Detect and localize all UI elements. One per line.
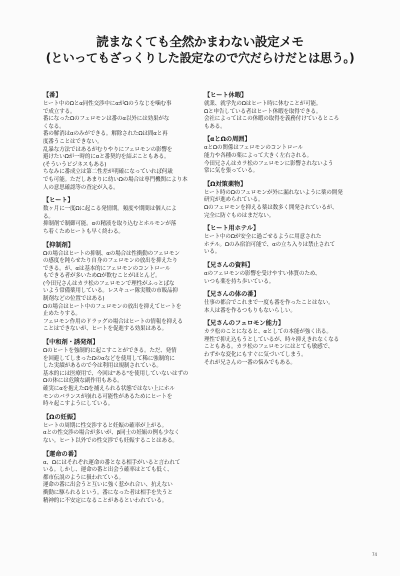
section-body: α、Ωにはそれぞれ運命の番となる相手がいると言われて いる。しかし、運命の番と出会う確率はとても低く、 都市伝説のように扱われている。 運命の番に出会うと互いに強く惹かれ合い、抗えない 衝動に駆られるという。番になった者は相手を失うと 精神的に不安定になることがあるといわれている。 <box>43 459 181 504</box>
section-heat <box>43 197 191 236</box>
section-bond <box>43 92 191 192</box>
right-column <box>204 92 366 372</box>
section-heading: 【ヒート】 <box>43 197 74 205</box>
section-heading: 【Ωの妊娠】 <box>43 413 80 421</box>
section-body: ヒートの周期に性交渉すると妊娠の確率が上がる。 αとの性交渉の場合が多いが、β同士の妊娠の例も少なく ない。ヒート以外での性交渉でも妊娠することはある。 <box>43 422 180 444</box>
section-heading: 【兄さんの体の番】 <box>204 291 260 299</box>
section-body: ヒート時のΩのフェロモンが外に漏れないように薬の開発 研究が進められている。 Ωのフェロモンを抑える薬は数多く開発されているが、 完全に防ぐものはまだない。 <box>204 189 343 219</box>
section-body: αとΩの関係はフェロモンのコントロール 能力や各種の薬によって大きく左右される。 今田兄さんはカラ松のフェロモンに影響されないよう 常に気を張っている。 <box>204 145 334 175</box>
section-body: ヒート中のΩとα同性交渉中にαがΩのうなじを噛む事 で成立する。 番になったΩのフェロモンは番のα以外には効果がな くなる。 番の解消はαのみができる。解除されたΩは間αと再 度番うことはできない。 乱暴な方法ではあるがむりやりにフェロモンの影響を 避けたいΩが一時的にαと番契約を結ぶこともある。 (そういうビジネスもある) ちなみに番成立は第二性差が明確になっていれば何歳 でも可能。ただしあまりに幼いΩの場合は専門機関により本 人の意思確認等の査定が入る。 <box>43 101 188 191</box>
section-brother-pheromone <box>204 320 366 367</box>
section-body: カラ松のことになると、αとしての本能が強く出る。 理性で抑え込もうとしているが、時々抑えきれなくなる こともある。カラ松のフェロモンにはとても敏感で、 わずかな変化にもすぐに気づいてしまう。 それが兄さんの一番の悩みでもある。 <box>204 329 340 366</box>
section-body: Ωのヒートを強制的に起こすことができる。ただ、発情 を回避してしまったΩのαなどを使用して稀に強制的に した実績があるので今は利用は規制されている。 基本的には医療用で、今回は"ある"を使用していないはずの Ωの体には危険な副作用もある。 確実にαを抱えたΩを捕えられる状態ではない上にホル モンのバランスが崩れる可能性があるためにヒートを 時々起こすようにしている。 <box>43 348 189 408</box>
section-heading: 【ヒート休暇】 <box>204 92 248 99</box>
section-heading: 【番】 <box>43 92 62 99</box>
section-pregnancy <box>43 414 191 446</box>
section-fated-pair <box>43 451 191 506</box>
section-heading: 【兄さんの資料】 <box>204 261 254 269</box>
page-number: 74 <box>372 552 378 557</box>
section-heat-hotel <box>204 225 366 257</box>
left-column <box>43 92 191 510</box>
section-heading: 【ヒート用ホテル】 <box>204 225 260 233</box>
section-body: Ωの場合はヒートの抑制、αの場合は性衝動のフェロモン の感度を鈍らせたり自身のフェロモンの放出を抑えたり できる。が、αは基本的にフェロモンのコントロール もできる者が多いためΩが飲むことがほとんど。 (今田兄さんはカラ松のフェロモンで理性がふっとばな いよう常備薬用している。レスキュー隊実戦の市販品抑 制剤などの位置ではある) Ωの場合はヒート中のフェロモンの放出を抑えてヒートを 止めたりする。 フェロモン作用のドラッグの場合はヒートの情報を抑える ことはできないが、ヒートを促進する効果はある。 <box>43 250 183 333</box>
section-body: ヒート中のΩが安全に過ごせるように用意された ホテル。Ωのみ宿泊可能で、αの立ち入りは禁止されて いる。 <box>204 234 336 256</box>
section-suppressant <box>43 242 191 335</box>
section-heading: 【Ω対策薬物】 <box>204 180 247 188</box>
section-omega-drugs <box>204 181 366 220</box>
section-heading: 【αとΩの周囲】 <box>204 136 251 144</box>
section-body: 就業、就学先のΩはヒート時に休むことが可能。 Ωと申告している者はヒート休暇を取得できる。 会社によってはこの休暇の取得を義務付けているところ もある。 <box>204 101 340 130</box>
page-subtitle: (といってもざっくりした設定なので穴だらけだとは思う。) <box>45 51 355 65</box>
section-heading: 【運命の番】 <box>43 450 81 458</box>
section-brother-notes <box>204 262 366 286</box>
section-brother-bond <box>204 291 366 315</box>
section-body: αのフェロモンの影響を受けやすい体質のため、 いつも薬を持ち歩いている。 <box>204 270 321 285</box>
section-body: 仕事の都合でこれまで一度も番を作ったことはない。 本人は番を作るつもりもないらしい。 <box>204 300 334 314</box>
section-body: 数ヶ月に一度Ωに起こる発情期。頻度や期間は個人によ る。 抑制剤で制御可能。αの精液を取り込むとホルモンが落 ち着くためヒートも早く終わる。 <box>43 206 177 235</box>
section-alpha-omega-relations <box>204 136 366 175</box>
section-heading: 【兄さんのフェロモン能力】 <box>204 320 285 328</box>
section-heading: 【抑制剤】 <box>43 241 74 249</box>
page-title: 読まなくても全然かまわない設定メモ <box>96 34 304 49</box>
section-heading: 【中和剤・誘発剤】 <box>43 339 99 347</box>
section-heat-leave <box>204 92 366 131</box>
section-inducer <box>43 339 191 409</box>
